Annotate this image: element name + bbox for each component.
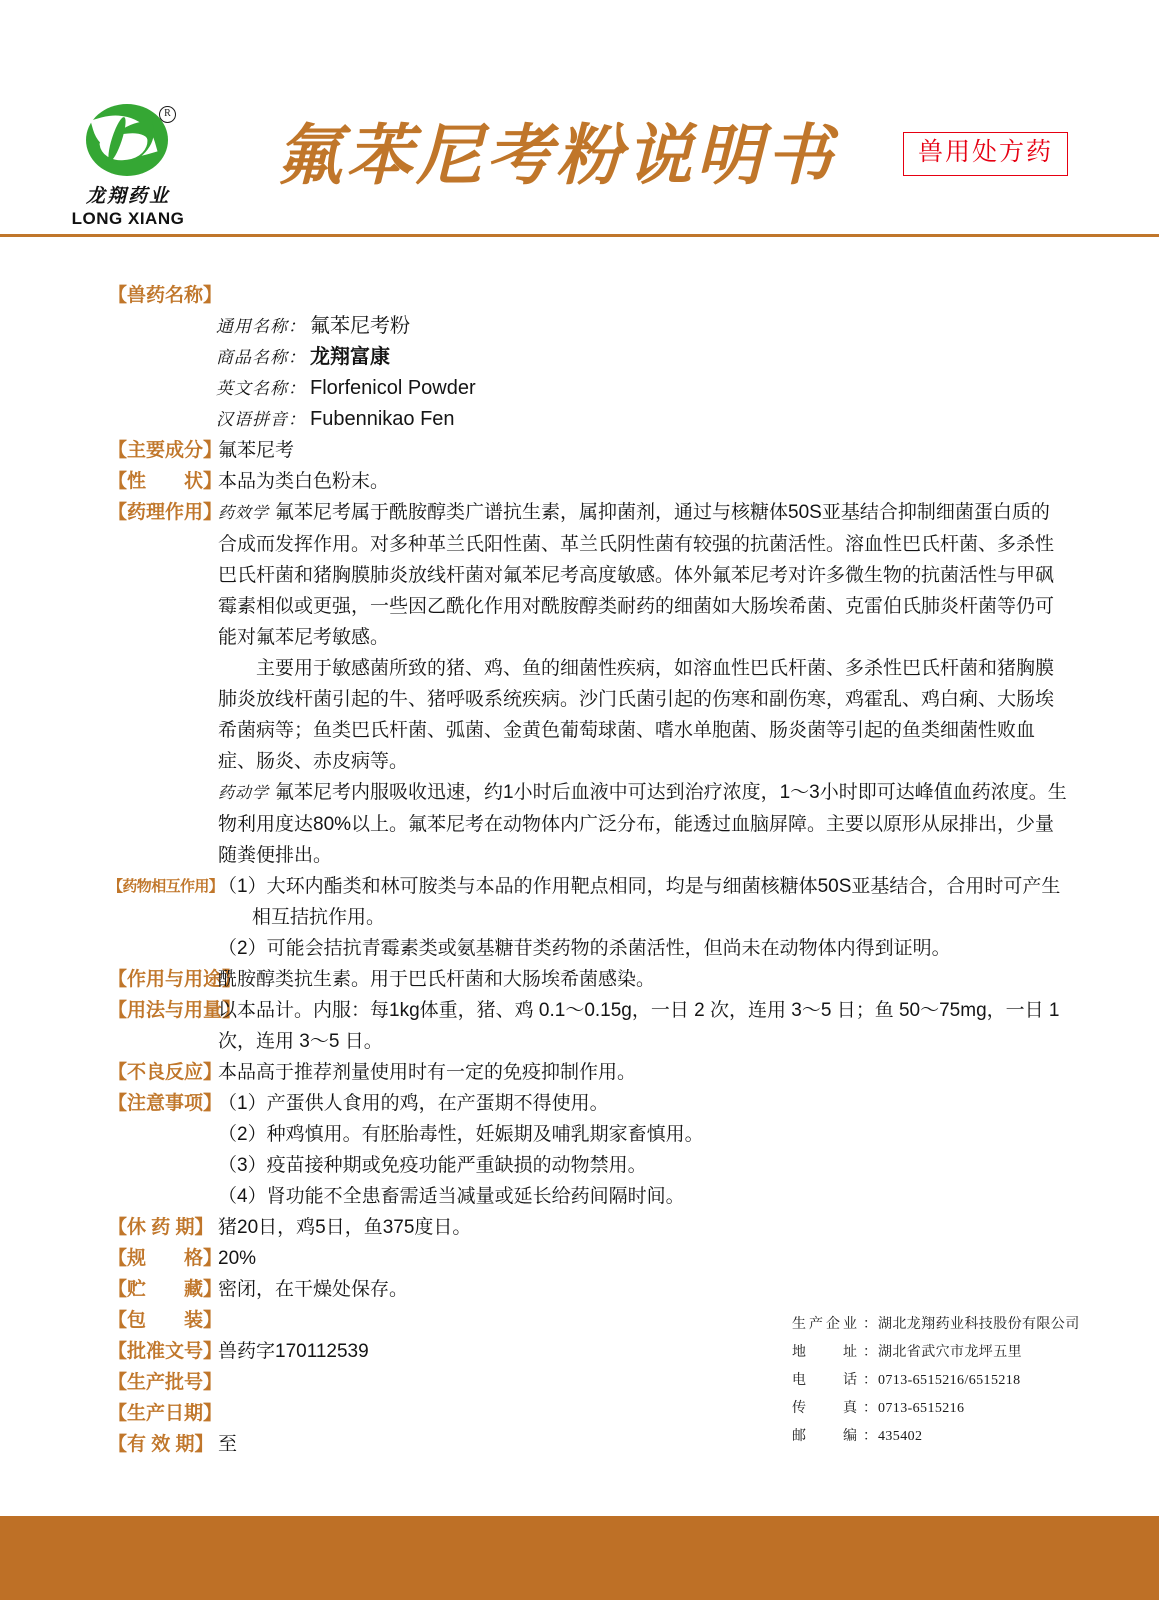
- contact-value-fax: 0713-6515216: [878, 1401, 965, 1416]
- drug-name-key: 商品名称：: [216, 348, 306, 367]
- section-text-ingredients: 氟苯尼考: [218, 440, 295, 461]
- section-label-adverse-reactions: 【不良反应】: [108, 1062, 223, 1083]
- section-text-indications: 酰胺醇类抗生素。用于巴氏杆菌和大肠埃希菌感染。: [218, 969, 656, 990]
- contact-colon: ：: [863, 1401, 878, 1416]
- pharmacokinetics-paragraph-1: [218, 777, 1068, 871]
- contact-row-address: [792, 1339, 1080, 1367]
- section-text-description: 本品为类白色粉末。: [218, 471, 390, 492]
- table-row: [216, 342, 1159, 373]
- section-label-drug-name: 【兽药名称】: [108, 285, 223, 306]
- logo-mark-icon: [76, 104, 180, 180]
- list-item: （1）大环内酯类和林可胺类与本品的作用靶点相同，均是与细菌核糖体50S亚基结合，合用时可产生相互拮抗作用。: [218, 876, 1061, 928]
- list-item: （4）肾功能不全患畜需适当减量或延长给药间隔时间。: [218, 1186, 685, 1207]
- drug-name-key: 汉语拼音：: [216, 410, 306, 429]
- section-adverse-reactions: [0, 1057, 1159, 1088]
- section-label-storage: 【贮 藏】: [108, 1279, 223, 1300]
- contact-key-fax: 传 真: [792, 1401, 860, 1416]
- drug-name-value: 氟苯尼考粉: [310, 315, 410, 337]
- manufacturer-contact-block: [792, 1311, 1080, 1451]
- registered-trademark-icon: R: [159, 106, 176, 123]
- section-label-dosage: 【用法与用量】: [108, 1000, 242, 1021]
- logo-company-name-cn: 龙翔药业: [85, 186, 170, 207]
- header-divider: [0, 234, 1159, 237]
- section-specification: [0, 1243, 1159, 1274]
- section-text-dosage: 以本品计。内服：每1kg体重，猪、鸡 0.1～0.15g，一日 2 次，连用 3～5 日；鱼 50～75mg，一日 1 次，连用 3～5 日。: [218, 1000, 1060, 1052]
- table-row: [216, 404, 1159, 435]
- section-label-interactions: 【药物相互作用】: [108, 878, 224, 895]
- drug-name-key: 通用名称：: [216, 317, 306, 336]
- insert-content: [0, 280, 1159, 1460]
- contact-colon: ：: [863, 1429, 878, 1444]
- section-pharmacology: [0, 497, 1159, 871]
- drug-name-value: 龙翔富康: [310, 346, 390, 368]
- pharmacodynamics-tag: 药效学: [218, 505, 270, 522]
- contact-value-phone: 0713-6515216/6515218: [878, 1373, 1021, 1388]
- section-label-pharmacology: 【药理作用】: [108, 502, 223, 523]
- pharmacodynamics-paragraph-2: 主要用于敏感菌所致的猪、鸡、鱼的细菌性疾病，如溶血性巴氏杆菌、多杀性巴氏杆菌和猪胸膜肺炎放线杆菌引起的牛、猪呼吸系统疾病。沙门氏菌引起的伤寒和副伤寒，鸡霍乱、鸡白痢、大肠埃希菌病等；鱼类巴氏杆菌、弧菌、金黄色葡萄球菌、嗜水单胞菌、肠炎菌等引起的鱼类细菌性败血症、肠炎、赤皮病等。: [218, 658, 1055, 772]
- section-indications: [0, 964, 1159, 995]
- contact-colon: ：: [863, 1317, 878, 1332]
- contact-value-manufacturer: 湖北龙翔药业科技股份有限公司: [878, 1317, 1080, 1332]
- contact-value-postcode: 435402: [878, 1429, 923, 1444]
- drug-name-value: Fubennikao Fen: [310, 408, 455, 430]
- contact-row-manufacturer: [792, 1311, 1080, 1339]
- contact-value-address: 湖北省武穴市龙坪五里: [878, 1345, 1022, 1360]
- contact-key-address: 地 址: [792, 1345, 860, 1360]
- section-ingredients: [0, 435, 1159, 466]
- section-label-description: 【性 状】: [108, 471, 223, 492]
- contact-key-postcode: 邮 编: [792, 1429, 860, 1444]
- section-text-withdrawal-period: 猪20日，鸡5日，鱼375度日。: [218, 1217, 472, 1238]
- footer-bar: [0, 1516, 1159, 1600]
- list-item: （2）种鸡慎用。有胚胎毒性，妊娠期及哺乳期家畜慎用。: [218, 1124, 704, 1145]
- pharmacokinetics-tag: 药动学: [218, 785, 270, 802]
- contact-key-manufacturer: 生产企业: [792, 1317, 860, 1332]
- pharmacodynamics-text-1: 氟苯尼考属于酰胺醇类广谱抗生素，属抑菌剂，通过与核糖体50S亚基结合抑制细菌蛋白质的合成而发挥作用。对多种革兰氏阳性菌、革兰氏阴性菌有较强的抗菌活性。溶血性巴氏杆菌、多杀性巴氏杆菌和猪胸膜肺炎放线杆菌对氟苯尼考高度敏感。体外氟苯尼考对许多微生物的抗菌活性与甲砜霉素相似或更强，一些因乙酰化作用对酰胺醇类耐药的细菌如大肠埃希菌、克雷伯氏肺炎杆菌等仍可能对氟苯尼考敏感。: [218, 502, 1055, 648]
- section-text-storage: 密闭，在干燥处保存。: [218, 1279, 409, 1300]
- section-text-specification: 20%: [218, 1248, 257, 1269]
- section-description: [0, 466, 1159, 497]
- contact-key-phone: 电 话: [792, 1373, 860, 1388]
- section-label-withdrawal-period: 【休 药 期】: [108, 1217, 214, 1238]
- pharmacokinetics-text-1: 氟苯尼考内服吸收迅速，约1小时后血液中可达到治疗浓度，1～3小时即可达峰值血药浓度。生物利用度达80%以上。氟苯尼考在动物体内广泛分布，能透过血脑屏障。主要以原形从尿排出，少量随粪便排出。: [218, 782, 1067, 866]
- section-drug-name: [0, 280, 1159, 311]
- contact-colon: ：: [863, 1345, 878, 1360]
- section-label-precautions: 【注意事项】: [108, 1093, 223, 1114]
- company-logo: [62, 104, 194, 228]
- section-label-batch-number: 【生产批号】: [108, 1372, 223, 1393]
- section-label-expiry-date: 【有 效 期】: [108, 1434, 214, 1455]
- section-label-specification: 【规 格】: [108, 1248, 223, 1269]
- section-storage: [0, 1274, 1159, 1305]
- drug-name-key: 英文名称：: [216, 379, 306, 398]
- section-label-approval-number: 【批准文号】: [108, 1341, 223, 1362]
- section-label-packaging: 【包 装】: [108, 1310, 223, 1331]
- drug-name-table: [0, 311, 1159, 435]
- table-row: [216, 311, 1159, 342]
- table-row: [216, 373, 1159, 404]
- contact-colon: ：: [863, 1373, 878, 1388]
- document-header: [0, 0, 1159, 237]
- contact-row-phone: [792, 1367, 1080, 1395]
- section-label-ingredients: 【主要成分】: [108, 440, 223, 461]
- section-label-indications: 【作用与用途】: [108, 969, 242, 990]
- contact-row-fax: [792, 1395, 1080, 1423]
- section-text-adverse-reactions: 本品高于推荐剂量使用时有一定的免疫抑制作用。: [218, 1062, 637, 1083]
- page-title: 氟苯尼考粉说明书: [276, 120, 836, 193]
- section-text-expiry-date: 至: [218, 1434, 238, 1455]
- logo-company-name-en: LONG XIANG: [71, 209, 185, 228]
- list-item: （2）可能会拮抗青霉素类或氨基糖苷类药物的杀菌活性，但尚未在动物体内得到证明。: [218, 938, 951, 959]
- section-precautions: [0, 1088, 1159, 1212]
- drug-name-value: Florfenicol Powder: [310, 377, 476, 399]
- section-label-production-date: 【生产日期】: [108, 1403, 223, 1424]
- section-text-approval-number: 兽药字170112539: [218, 1341, 369, 1362]
- list-item: （3）疫苗接种期或免疫功能严重缺损的动物禁用。: [218, 1155, 647, 1176]
- pharmacodynamics-paragraph-1: [218, 497, 1068, 653]
- section-dosage: [0, 995, 1159, 1057]
- section-interactions: [0, 871, 1159, 964]
- section-withdrawal-period: [0, 1212, 1159, 1243]
- list-item: （1）产蛋供人食用的鸡，在产蛋期不得使用。: [218, 1093, 609, 1114]
- prescription-badge: 兽用处方药: [903, 132, 1068, 176]
- contact-row-postcode: [792, 1423, 1080, 1451]
